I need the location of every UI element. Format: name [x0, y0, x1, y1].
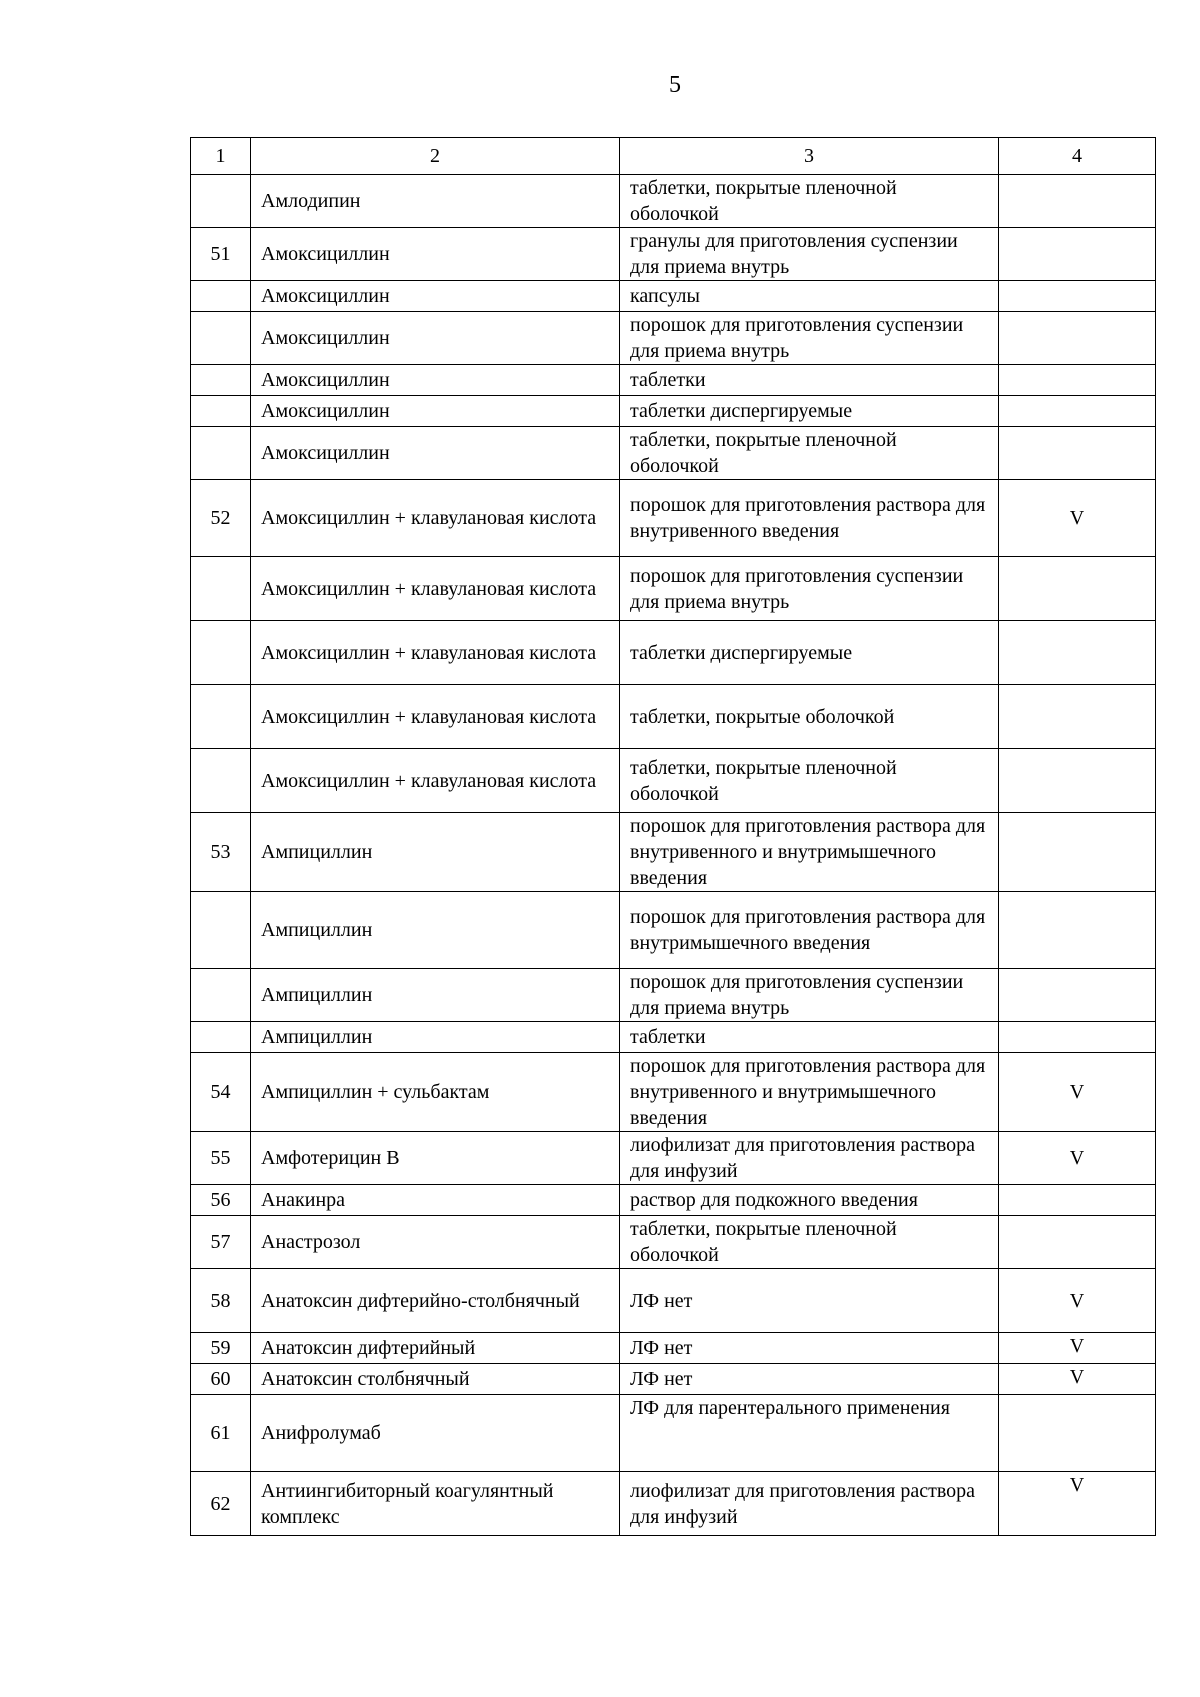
table-row [191, 281, 1156, 312]
row-number: 58 [191, 1269, 251, 1333]
row-number [191, 312, 251, 365]
mark [999, 621, 1156, 685]
medicines-table [190, 137, 1156, 1536]
drug-name: Анатоксин дифтерийно-столбнячный [251, 1269, 620, 1333]
table-row [191, 1395, 1156, 1472]
dosage-form: таблетки [620, 365, 999, 396]
table-row [191, 1269, 1156, 1333]
drug-name: Амоксициллин [251, 228, 620, 281]
mark [999, 281, 1156, 312]
drug-name: Амлодипин [251, 175, 620, 228]
mark: V [999, 1269, 1156, 1333]
dosage-form: порошок для приготовления суспензии для приема внутрь [620, 312, 999, 365]
drug-name: Амоксициллин + клавулановая кислота [251, 557, 620, 621]
mark: V [999, 1053, 1156, 1132]
mark [999, 427, 1156, 480]
header-col-1: 1 [191, 138, 251, 175]
table-row [191, 813, 1156, 892]
dosage-form: лиофилизат для приготовления раствора для инфузий [620, 1132, 999, 1185]
table-row [191, 969, 1156, 1022]
row-number: 56 [191, 1185, 251, 1216]
drug-name: Амоксициллин [251, 427, 620, 480]
row-number: 51 [191, 228, 251, 281]
dosage-form: порошок для приготовления суспензии для приема внутрь [620, 969, 999, 1022]
dosage-form: таблетки диспергируемые [620, 621, 999, 685]
dosage-form: капсулы [620, 281, 999, 312]
dosage-form: таблетки, покрытые оболочкой [620, 685, 999, 749]
table-row [191, 427, 1156, 480]
dosage-form: порошок для приготовления раствора для внутривенного и внутримышечного введения [620, 813, 999, 892]
mark [999, 396, 1156, 427]
dosage-form: таблетки диспергируемые [620, 396, 999, 427]
row-number: 54 [191, 1053, 251, 1132]
header-col-2: 2 [251, 138, 620, 175]
drug-name: Амоксициллин [251, 365, 620, 396]
dosage-form: таблетки [620, 1022, 999, 1053]
row-number: 59 [191, 1333, 251, 1364]
drug-name: Амоксициллин + клавулановая кислота [251, 480, 620, 557]
dosage-form: ЛФ нет [620, 1333, 999, 1364]
table-row [191, 365, 1156, 396]
mark: V [999, 1364, 1156, 1395]
drug-name: Ампициллин [251, 892, 620, 969]
drug-name: Амоксициллин + клавулановая кислота [251, 621, 620, 685]
table-row [191, 1185, 1156, 1216]
mark [999, 1216, 1156, 1269]
drug-name: Ампициллин [251, 813, 620, 892]
table-row [191, 621, 1156, 685]
table-row [191, 1053, 1156, 1132]
table-row [191, 1022, 1156, 1053]
mark: V [999, 480, 1156, 557]
table-row [191, 892, 1156, 969]
table-row [191, 685, 1156, 749]
drug-name: Амоксициллин + клавулановая кислота [251, 749, 620, 813]
row-number [191, 365, 251, 396]
drug-name: Анастрозол [251, 1216, 620, 1269]
row-number: 61 [191, 1395, 251, 1472]
row-number [191, 427, 251, 480]
row-number: 52 [191, 480, 251, 557]
mark [999, 892, 1156, 969]
table-row [191, 749, 1156, 813]
dosage-form: таблетки, покрытые пленочной оболочкой [620, 175, 999, 228]
table-row [191, 396, 1156, 427]
dosage-form: таблетки, покрытые пленочной оболочкой [620, 749, 999, 813]
row-number [191, 557, 251, 621]
drug-name: Ампициллин [251, 969, 620, 1022]
dosage-form: таблетки, покрытые пленочной оболочкой [620, 1216, 999, 1269]
mark [999, 365, 1156, 396]
dosage-form: порошок для приготовления суспензии для приема внутрь [620, 557, 999, 621]
mark: V [999, 1132, 1156, 1185]
mark: V [999, 1333, 1156, 1364]
row-number: 57 [191, 1216, 251, 1269]
dosage-form: таблетки, покрытые пленочной оболочкой [620, 427, 999, 480]
dosage-form: порошок для приготовления раствора для внутривенного введения [620, 480, 999, 557]
drug-name: Амоксициллин + клавулановая кислота [251, 685, 620, 749]
mark [999, 175, 1156, 228]
table-row [191, 1333, 1156, 1364]
mark [999, 557, 1156, 621]
table-row [191, 1472, 1156, 1536]
mark [999, 312, 1156, 365]
mark [999, 228, 1156, 281]
row-number [191, 175, 251, 228]
dosage-form: порошок для приготовления раствора для внутривенного и внутримышечного введения [620, 1053, 999, 1132]
drug-name: Анакинра [251, 1185, 620, 1216]
mark: V [999, 1472, 1156, 1536]
row-number [191, 749, 251, 813]
row-number [191, 621, 251, 685]
header-col-3: 3 [620, 138, 999, 175]
drug-name: Ампициллин + сульбактам [251, 1053, 620, 1132]
drug-name: Антиингибиторный коагулянтный комплекс [251, 1472, 620, 1536]
table-row [191, 175, 1156, 228]
table-row [191, 557, 1156, 621]
table-row [191, 1216, 1156, 1269]
header-col-4: 4 [999, 138, 1156, 175]
row-number: 55 [191, 1132, 251, 1185]
row-number [191, 685, 251, 749]
mark [999, 969, 1156, 1022]
row-number [191, 969, 251, 1022]
mark [999, 1185, 1156, 1216]
drug-name: Амоксициллин [251, 281, 620, 312]
table-row [191, 1132, 1156, 1185]
dosage-form: раствор для подкожного введения [620, 1185, 999, 1216]
drug-name: Анатоксин столбнячный [251, 1364, 620, 1395]
table-row [191, 480, 1156, 557]
page-number: 5 [669, 72, 681, 98]
row-number: 60 [191, 1364, 251, 1395]
drug-name: Анифролумаб [251, 1395, 620, 1472]
row-number [191, 396, 251, 427]
mark [999, 1395, 1156, 1472]
row-number [191, 1022, 251, 1053]
mark [999, 813, 1156, 892]
dosage-form: порошок для приготовления раствора для внутримышечного введения [620, 892, 999, 969]
drug-name: Анатоксин дифтерийный [251, 1333, 620, 1364]
dosage-form: ЛФ для парентерального применения [620, 1395, 999, 1472]
dosage-form: ЛФ нет [620, 1269, 999, 1333]
row-number [191, 281, 251, 312]
table-row [191, 228, 1156, 281]
dosage-form: ЛФ нет [620, 1364, 999, 1395]
table-header-row [191, 138, 1156, 175]
row-number: 53 [191, 813, 251, 892]
drug-name: Ампициллин [251, 1022, 620, 1053]
mark [999, 749, 1156, 813]
drug-name: Амоксициллин [251, 396, 620, 427]
row-number [191, 892, 251, 969]
dosage-form: гранулы для приготовления суспензии для приема внутрь [620, 228, 999, 281]
mark [999, 1022, 1156, 1053]
table-row [191, 312, 1156, 365]
drug-name: Амфотерицин B [251, 1132, 620, 1185]
table-row [191, 1364, 1156, 1395]
dosage-form: лиофилизат для приготовления раствора для инфузий [620, 1472, 999, 1536]
drug-name: Амоксициллин [251, 312, 620, 365]
row-number: 62 [191, 1472, 251, 1536]
mark [999, 685, 1156, 749]
